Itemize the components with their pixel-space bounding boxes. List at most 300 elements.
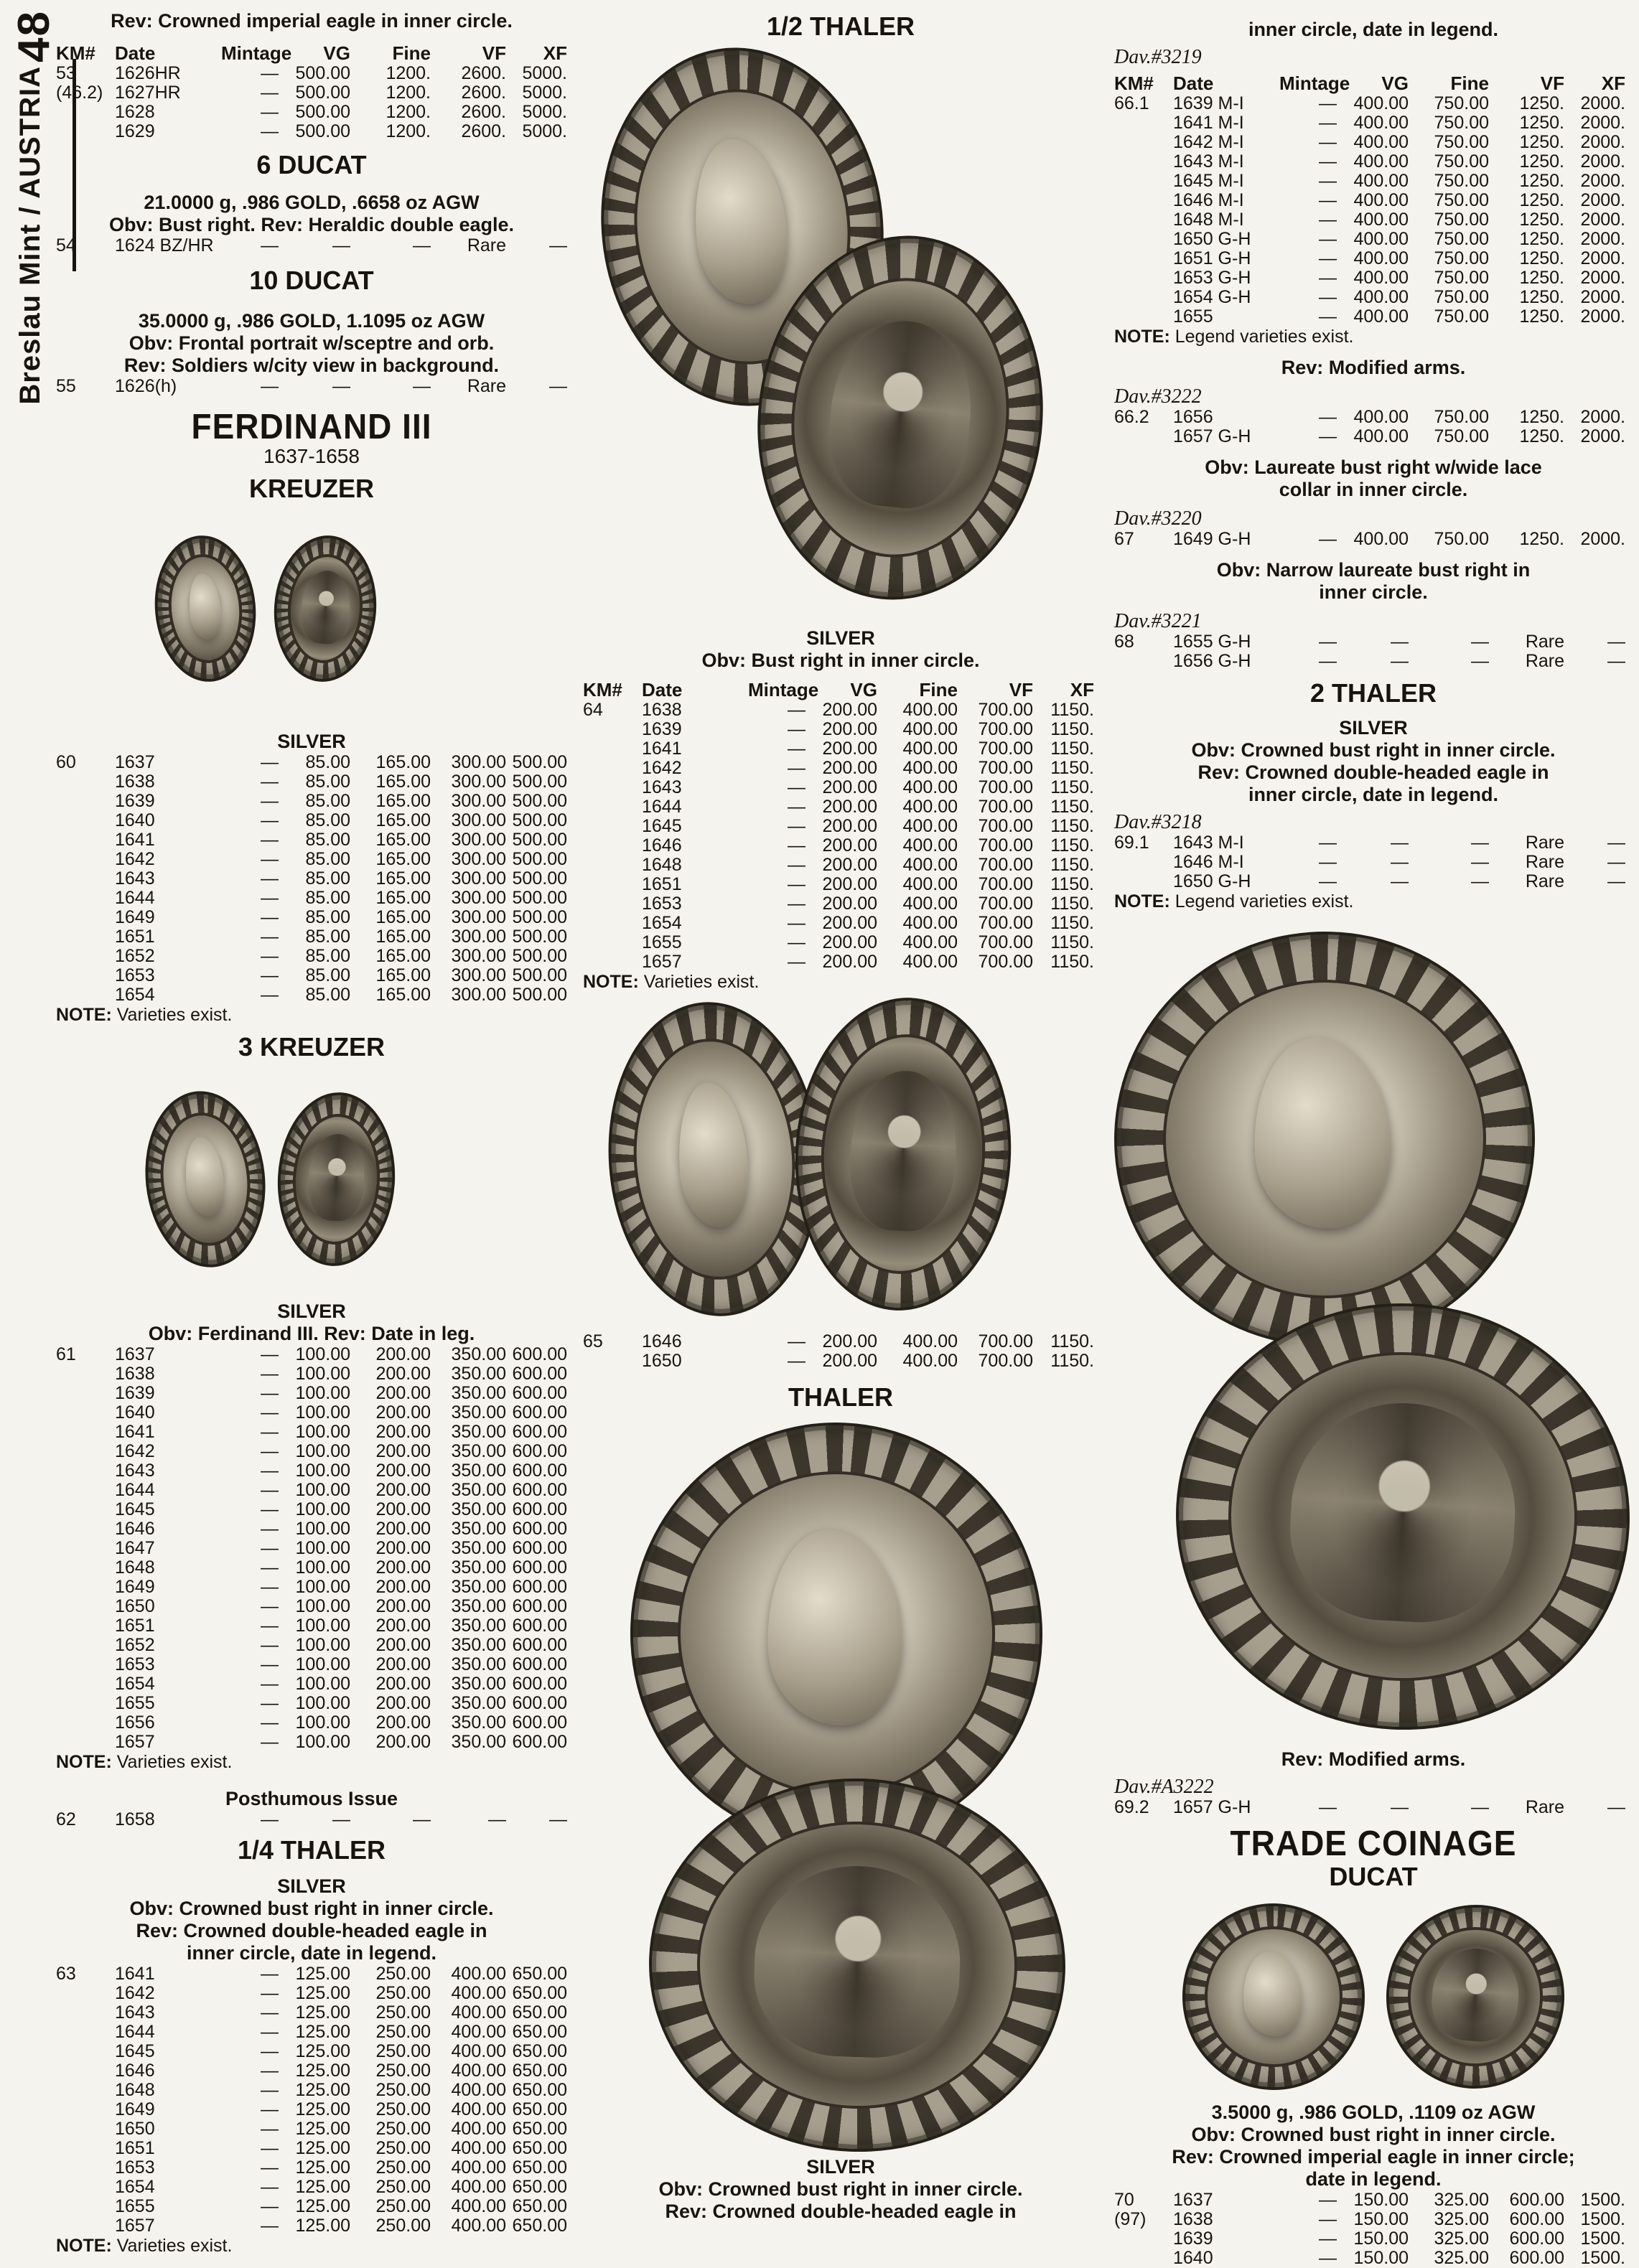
section-heading-6-ducat: 6 DUCAT <box>256 150 367 179</box>
table-cell: 2600. <box>461 121 506 141</box>
table-row <box>1114 191 1633 210</box>
thaler-coin-images <box>583 1423 1098 2146</box>
table-cell: 1654 <box>115 1674 155 1694</box>
table-cell: 66.1 <box>1114 93 1149 113</box>
table-cell: — <box>261 2196 279 2216</box>
table-cell: 1500. <box>1580 2190 1625 2210</box>
table-row <box>56 2100 567 2119</box>
table-cell: 85.00 <box>305 965 350 985</box>
table-cell: 1645 M-I <box>1173 171 1244 191</box>
table-row <box>56 947 567 966</box>
table-cell: 250.00 <box>375 2080 431 2100</box>
table-cell: — <box>1319 248 1337 268</box>
table-cell: 150.00 <box>1353 2248 1409 2268</box>
table-cell: 400.00 <box>451 1983 506 2003</box>
table-cell: — <box>261 121 279 141</box>
table-cell: 200.00 <box>822 1331 877 1351</box>
table-row <box>1114 632 1633 652</box>
table-cell: 85.00 <box>305 772 350 792</box>
table-cell: 400.00 <box>902 913 958 933</box>
table-cell: 150.00 <box>1353 2229 1409 2249</box>
table-cell: 1649 <box>115 907 155 927</box>
price-table-km67 <box>1114 530 1633 549</box>
posthumous-issue-label: Posthumous Issue <box>225 1788 398 1809</box>
table-cell: 85.00 <box>305 946 350 966</box>
table-cell: 250.00 <box>375 2119 431 2139</box>
table-cell: — <box>261 1654 279 1674</box>
table-cell: 600.00 <box>512 1402 567 1423</box>
table-cell: 300.00 <box>451 830 506 850</box>
table-cell: 68 <box>1114 632 1134 652</box>
table-cell: 250.00 <box>375 2041 431 2061</box>
table-cell: 1650 <box>115 2119 155 2139</box>
table-cell: 400.00 <box>451 2138 506 2158</box>
table-cell: 200.00 <box>822 932 877 952</box>
table-cell: 700.00 <box>978 835 1033 856</box>
table-cell: 1646 <box>642 835 682 856</box>
table-cell: 1640 <box>1173 2248 1213 2268</box>
table-cell: 500.00 <box>512 965 567 985</box>
table-cell: — <box>332 1809 350 1829</box>
table-cell: 1657 G-H <box>1173 1797 1251 1817</box>
table-cell: 700.00 <box>978 952 1033 972</box>
table-cell: 250.00 <box>375 2099 431 2119</box>
table-cell: — <box>261 1596 279 1616</box>
table-cell: 1638 <box>1173 2209 1213 2229</box>
table-cell: 1250. <box>1519 407 1564 427</box>
table-cell: 400.00 <box>902 932 958 952</box>
table-cell: 200.00 <box>375 1480 431 1500</box>
table-cell: 1250. <box>1519 287 1564 307</box>
table-cell: — <box>1607 651 1625 671</box>
table-cell: Rare <box>1525 632 1564 652</box>
table-cell: 1656 <box>115 1712 155 1733</box>
table-cell: 400.00 <box>451 2216 506 2236</box>
table-cell: 1637 <box>1173 2190 1213 2210</box>
table-cell: 400.00 <box>902 719 958 739</box>
table-cell: 650.00 <box>512 2119 567 2139</box>
table-cell: 2600. <box>461 102 506 122</box>
table-cell: 125.00 <box>295 2119 350 2139</box>
table-cell: 200.00 <box>375 1441 431 1461</box>
table-cell: 1626(h) <box>115 376 177 396</box>
composition-label: SILVER <box>806 627 875 649</box>
table-cell: — <box>261 83 279 103</box>
table-cell: — <box>1319 113 1337 133</box>
coin-reverse-image <box>1165 1292 1639 1741</box>
table-cell: 1637 <box>115 1344 155 1364</box>
table-row <box>1114 268 1633 288</box>
composition-label: SILVER <box>277 1301 346 1322</box>
col-vf: VF <box>1009 679 1033 700</box>
table-cell: 700.00 <box>978 1351 1033 1371</box>
table-cell: 300.00 <box>451 907 506 927</box>
table-cell: 200.00 <box>822 739 877 759</box>
table-cell: 1250. <box>1519 426 1564 446</box>
table-cell: 500.00 <box>512 985 567 1005</box>
table-cell: — <box>788 700 806 720</box>
table-cell: 700.00 <box>978 719 1033 739</box>
table-row <box>1114 2229 1633 2249</box>
table-cell: — <box>261 1712 279 1733</box>
table-cell: 165.00 <box>375 985 431 1005</box>
table-cell: 1639 <box>1173 2229 1213 2249</box>
table-cell: — <box>413 1809 431 1829</box>
reverse-description: Rev: Modified arms. <box>1281 357 1466 378</box>
table-cell: 250.00 <box>375 2002 431 2023</box>
table-cell: 1652 <box>115 946 155 966</box>
table-cell: 1640 <box>115 1402 155 1423</box>
table-cell: 1643 M-I <box>1173 833 1244 853</box>
table-cell: 1638 <box>115 772 155 792</box>
table-cell: 1642 <box>115 1983 155 2003</box>
table-row <box>56 830 567 850</box>
table-cell: 600.00 <box>512 1712 567 1733</box>
table-cell: 350.00 <box>451 1480 506 1500</box>
table-cell: 750.00 <box>1434 248 1489 268</box>
table-cell: 600.00 <box>512 1364 567 1384</box>
table-cell: — <box>261 1344 279 1364</box>
table-cell: 1641 M-I <box>1173 113 1244 133</box>
table-cell: — <box>261 1577 279 1597</box>
table-row <box>56 1442 567 1461</box>
table-cell: 200.00 <box>822 700 877 720</box>
composition-label: SILVER <box>806 2156 875 2178</box>
table-row <box>1114 152 1633 172</box>
table-cell: 600.00 <box>1509 2190 1564 2210</box>
table-cell: 1651 G-H <box>1173 248 1251 268</box>
table-cell: 400.00 <box>451 2099 506 2119</box>
table-cell: 1643 <box>115 2002 155 2023</box>
table-cell: 1639 <box>115 1383 155 1403</box>
table-cell: 300.00 <box>451 791 506 811</box>
table-cell: 150.00 <box>1353 2190 1409 2210</box>
col-fine: Fine <box>392 42 431 64</box>
table-cell: 500.00 <box>512 830 567 850</box>
section-heading-10-ducat: 10 DUCAT <box>249 266 374 295</box>
table-cell: 700.00 <box>978 894 1033 914</box>
table-cell: — <box>549 376 567 396</box>
table-cell: 200.00 <box>822 797 877 817</box>
table-cell: 85.00 <box>305 810 350 830</box>
table-cell: 85.00 <box>305 791 350 811</box>
table-cell: 650.00 <box>512 1964 567 1984</box>
table-cell: 500.00 <box>512 791 567 811</box>
table-cell: 350.00 <box>451 1461 506 1481</box>
table-cell: — <box>261 907 279 927</box>
table-row <box>56 2061 567 2081</box>
note-label: NOTE: <box>56 1005 112 1025</box>
table-cell: 400.00 <box>451 2119 506 2139</box>
table-cell: 2000. <box>1580 190 1625 210</box>
coin-description: Obv: Ferdinand III. Rev: Date in leg. <box>148 1323 475 1344</box>
table-cell: 2000. <box>1580 426 1625 446</box>
table-cell: 2000. <box>1580 113 1625 133</box>
table-cell: 100.00 <box>295 1519 350 1539</box>
table-row <box>56 1519 567 1539</box>
table-cell: 2000. <box>1580 171 1625 191</box>
table-cell: 1150. <box>1050 913 1094 933</box>
note-text: Varieties exist. <box>116 1005 233 1025</box>
table-cell: 1639 <box>642 719 682 739</box>
composition-label: SILVER <box>1339 717 1408 739</box>
table-row <box>56 2003 567 2023</box>
col-km: KM# <box>1114 72 1154 94</box>
section-heading-trade-coinage: TRADE COINAGE <box>1230 1823 1517 1863</box>
table-cell: 1645 <box>115 2041 155 2061</box>
table-cell: 200.00 <box>822 719 877 739</box>
table-cell: 600.00 <box>1509 2209 1564 2229</box>
table-cell: 1642 <box>115 1441 155 1461</box>
table-cell: 250.00 <box>375 2061 431 2081</box>
table-row <box>56 1578 567 1597</box>
table-cell: 85.00 <box>305 927 350 947</box>
table-cell: — <box>1607 852 1625 872</box>
table-cell: 1645 <box>642 816 682 836</box>
table-cell: 100.00 <box>295 1441 350 1461</box>
table-cell: 750.00 <box>1434 93 1489 113</box>
table-cell: 165.00 <box>375 849 431 869</box>
table-cell: 1646 <box>115 1519 155 1539</box>
table-cell: 750.00 <box>1434 190 1489 210</box>
table-row <box>56 2216 567 2236</box>
table-row <box>1114 210 1633 230</box>
table-cell: 250.00 <box>375 2022 431 2042</box>
table-cell: 100.00 <box>295 1557 350 1578</box>
table-cell: 500.00 <box>512 927 567 947</box>
table-cell: 400.00 <box>451 2177 506 2197</box>
table-cell: 200.00 <box>375 1674 431 1694</box>
table-cell: — <box>413 235 431 256</box>
table-cell: 100.00 <box>295 1693 350 1713</box>
table-cell: 400.00 <box>451 2002 506 2023</box>
table-cell: 1150. <box>1050 1351 1094 1371</box>
table-cell: 150.00 <box>1353 2209 1409 2229</box>
table-cell: 85.00 <box>305 752 350 772</box>
table-cell: 65 <box>583 1331 603 1351</box>
table-cell: 1657 <box>115 1732 155 1752</box>
table-row <box>56 1461 567 1481</box>
table-cell: 1624 BZ/HR <box>115 235 214 256</box>
table-cell: 85.00 <box>305 868 350 889</box>
table-cell: — <box>788 719 806 739</box>
composition-label: SILVER <box>277 1875 346 1897</box>
table-cell: 750.00 <box>1434 306 1489 327</box>
table-cell: 350.00 <box>451 1654 506 1674</box>
table-row <box>1114 172 1633 191</box>
table-cell: — <box>261 752 279 772</box>
table-cell: 2000. <box>1580 210 1625 230</box>
col-km: KM# <box>56 42 95 64</box>
table-cell: — <box>261 868 279 889</box>
table-cell: 200.00 <box>822 952 877 972</box>
2thaler-coin-images <box>1114 932 1633 1727</box>
table-cell: 100.00 <box>295 1635 350 1655</box>
table-cell: 5000. <box>522 102 567 122</box>
table-cell: — <box>1391 852 1409 872</box>
table-cell: 250.00 <box>375 2138 431 2158</box>
table-cell: — <box>1319 229 1337 249</box>
note-text: Varieties exist. <box>116 2236 233 2256</box>
table-cell: (97) <box>1114 2209 1147 2229</box>
table-cell: 350.00 <box>451 1616 506 1636</box>
table-cell: 61 <box>56 1344 76 1364</box>
table-cell: 165.00 <box>375 868 431 889</box>
col-date: Date <box>642 679 683 700</box>
table-cell: 750.00 <box>1434 113 1489 133</box>
table-row <box>56 2158 567 2178</box>
table-cell: 1150. <box>1050 777 1094 797</box>
table-cell: 1644 <box>115 2022 155 2042</box>
table-cell: 325.00 <box>1434 2190 1489 2210</box>
table-cell: 125.00 <box>295 2196 350 2216</box>
table-cell: 1649 <box>115 1577 155 1597</box>
table-row <box>56 1694 567 1713</box>
table-cell: — <box>788 1351 806 1371</box>
table-cell: 125.00 <box>295 2041 350 2061</box>
table-cell: 1641 <box>115 830 155 850</box>
table-cell: 125.00 <box>295 1983 350 2003</box>
table-cell: 500.00 <box>512 849 567 869</box>
table-cell: Rare <box>1525 1797 1564 1817</box>
catalog-ref-dav3218: Dav.#3218 <box>1114 811 1202 833</box>
catalog-ref-davA3222: Dav.#A3222 <box>1114 1776 1214 1798</box>
table-cell: 200.00 <box>375 1402 431 1423</box>
table-cell: — <box>261 235 279 256</box>
table-cell: 600.00 <box>512 1538 567 1558</box>
table-cell: 1642 <box>642 758 682 778</box>
column-left <box>56 0 567 2256</box>
table-cell: — <box>788 952 806 972</box>
table-cell: 1250. <box>1519 132 1564 152</box>
table-cell: 650.00 <box>512 1983 567 2003</box>
table-cell: 700.00 <box>978 816 1033 836</box>
price-table-km53 <box>56 64 567 141</box>
table-cell: — <box>1607 833 1625 853</box>
price-table-km55 <box>56 377 567 396</box>
table-cell: 350.00 <box>451 1364 506 1384</box>
table-cell: 125.00 <box>295 2177 350 2197</box>
table-cell: 100.00 <box>295 1383 350 1403</box>
table-cell: 1150. <box>1050 855 1094 875</box>
table-cell: — <box>261 1616 279 1636</box>
note-line <box>56 2236 567 2256</box>
price-table-header <box>583 679 1098 700</box>
table-cell: — <box>261 1674 279 1694</box>
table-cell: 1150. <box>1050 835 1094 856</box>
table-cell: 600.00 <box>512 1422 567 1442</box>
coin-description: Rev: Soldiers w/city view in background. <box>123 355 500 376</box>
table-cell: — <box>1391 651 1409 671</box>
table-cell: 600.00 <box>512 1383 567 1403</box>
coin-description: inner circle, date in legend. <box>1248 784 1499 805</box>
table-cell: 1642 M-I <box>1173 132 1244 152</box>
coin-obverse-image <box>1175 1896 1373 2097</box>
table-cell: — <box>261 791 279 811</box>
table-cell: 165.00 <box>375 752 431 772</box>
section-heading-ducat: DUCAT <box>1329 1862 1418 1891</box>
table-cell: 750.00 <box>1434 171 1489 191</box>
table-cell: 250.00 <box>375 2157 431 2178</box>
table-cell: 1649 <box>115 2099 155 2119</box>
table-cell: 300.00 <box>451 772 506 792</box>
table-cell: 1653 <box>642 894 682 914</box>
page-number: 48 <box>9 10 59 62</box>
table-cell: — <box>1319 852 1337 872</box>
table-cell: — <box>1319 1797 1337 1817</box>
table-cell: 600.00 <box>512 1577 567 1597</box>
table-cell: 60 <box>56 752 76 772</box>
table-row <box>56 1558 567 1578</box>
table-cell: 200.00 <box>375 1519 431 1539</box>
3kreuzer-coin-images <box>14 1091 526 1267</box>
table-cell: — <box>788 1331 806 1351</box>
table-cell: 165.00 <box>375 907 431 927</box>
table-cell: — <box>788 855 806 875</box>
table-row <box>1114 113 1633 133</box>
table-cell: 125.00 <box>295 2061 350 2081</box>
table-cell: (46.2) <box>56 83 103 103</box>
table-row <box>56 2139 567 2158</box>
table-cell: Rare <box>1525 871 1564 891</box>
ruler-years: 1637-1658 <box>263 445 360 467</box>
col-vg: VG <box>323 42 350 64</box>
table-cell: 1150. <box>1050 932 1094 952</box>
table-cell: Rare <box>467 235 506 256</box>
kreuzer-coin-images <box>10 535 521 682</box>
col-fine: Fine <box>919 679 958 700</box>
price-table-km65 <box>583 1332 1098 1371</box>
table-cell: 350.00 <box>451 1596 506 1616</box>
table-cell: 1150. <box>1050 1331 1094 1351</box>
table-cell: 400.00 <box>902 777 958 797</box>
table-cell: 300.00 <box>451 868 506 889</box>
table-row <box>583 933 1098 952</box>
price-table-km691 <box>1114 833 1633 891</box>
table-cell: 64 <box>583 700 603 720</box>
section-heading-3-kreuzer: 3 KREUZER <box>238 1032 386 1062</box>
obverse-description: Obv: Narrow laureate bust right in <box>1216 559 1531 581</box>
table-cell: 125.00 <box>295 2157 350 2178</box>
section-heading-kreuzer: KREUZER <box>248 474 374 503</box>
table-cell: 200.00 <box>375 1557 431 1578</box>
table-cell: 1658 <box>115 1809 155 1829</box>
section-heading-2-thaler: 2 THALER <box>1309 678 1437 708</box>
table-cell: 1250. <box>1519 93 1564 113</box>
coin-description: inner circle, date in legend. <box>186 1942 437 1964</box>
table-row <box>1114 133 1633 152</box>
table-cell: — <box>261 1422 279 1442</box>
ducat-coin-images <box>1114 1903 1633 2090</box>
table-cell: 700.00 <box>978 758 1033 778</box>
table-cell: 1627HR <box>115 83 181 103</box>
table-cell: 200.00 <box>375 1383 431 1403</box>
table-row <box>56 1384 567 1403</box>
table-cell: 700.00 <box>978 797 1033 817</box>
table-cell: 100.00 <box>295 1499 350 1519</box>
table-cell: 200.00 <box>375 1499 431 1519</box>
table-cell: 1640 <box>115 810 155 830</box>
table-cell: — <box>261 2138 279 2158</box>
table-cell: 400.00 <box>1353 151 1409 172</box>
table-cell: 250.00 <box>375 2196 431 2216</box>
table-cell: — <box>488 1809 506 1829</box>
col-km: KM# <box>583 679 622 700</box>
table-cell: — <box>1319 210 1337 230</box>
price-table-km62 <box>56 1810 567 1829</box>
table-cell: 200.00 <box>375 1344 431 1364</box>
table-cell: 200.00 <box>375 1712 431 1733</box>
